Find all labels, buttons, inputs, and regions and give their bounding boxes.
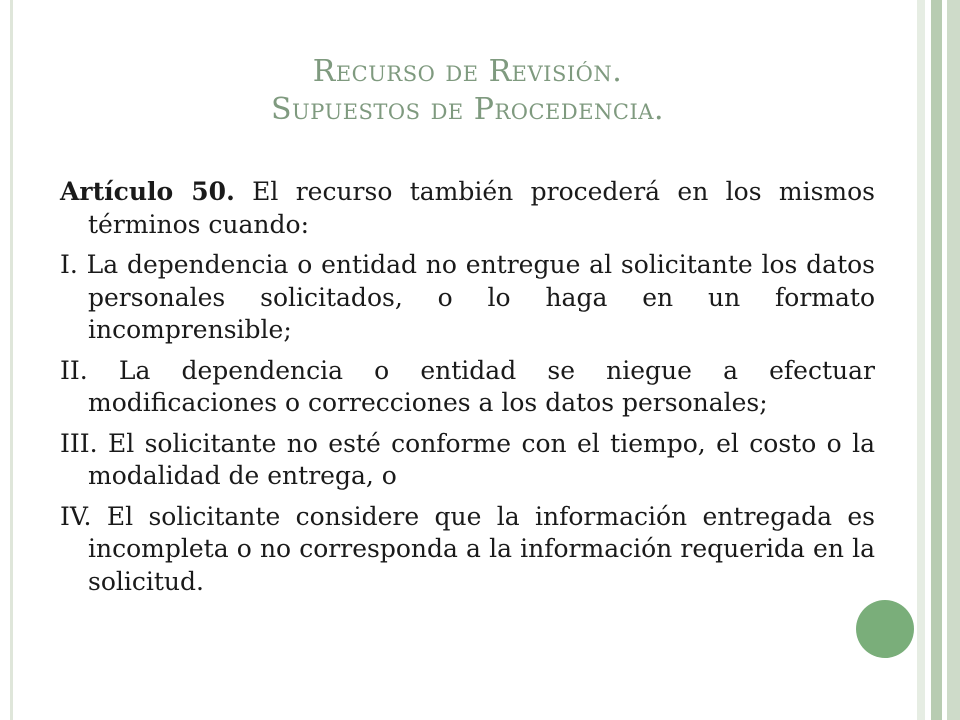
list-item-1: I. La dependencia o entidad no entregue al solicitante los datos personales solicitados, o lo haga en un formato incomprensible;: [60, 250, 875, 344]
list-item-4: IV. El solicitante considere que la información entregada es incompleta o no corresponda a la información requerida en la solicitud.: [60, 501, 875, 596]
right-decorative-stripes: [917, 0, 960, 720]
stripe: [931, 0, 942, 720]
title-line-1: Recurso de Revisión.: [312, 54, 623, 89]
stripe: [917, 0, 925, 720]
slide-body: [60, 176, 875, 606]
list-item-3: III. El solicitante no esté conforme con el tiempo, el costo o la modalidad de entrega, o: [60, 428, 875, 490]
list-item-2: II. La dependencia o entidad se niegue a efectuar modificaciones o correcciones a los datos personales;: [60, 355, 875, 417]
article-intro: El recurso también procederá en los mismos términos cuando:: [88, 177, 875, 239]
decorative-circle: [856, 600, 914, 658]
stripe: [947, 0, 960, 720]
slide-title: [60, 53, 875, 129]
title-line-2: Supuestos de Procedencia.: [271, 92, 664, 127]
left-frame-line: [10, 0, 13, 720]
article-paragraph: [60, 176, 875, 241]
article-label: Artículo 50.: [60, 177, 235, 206]
